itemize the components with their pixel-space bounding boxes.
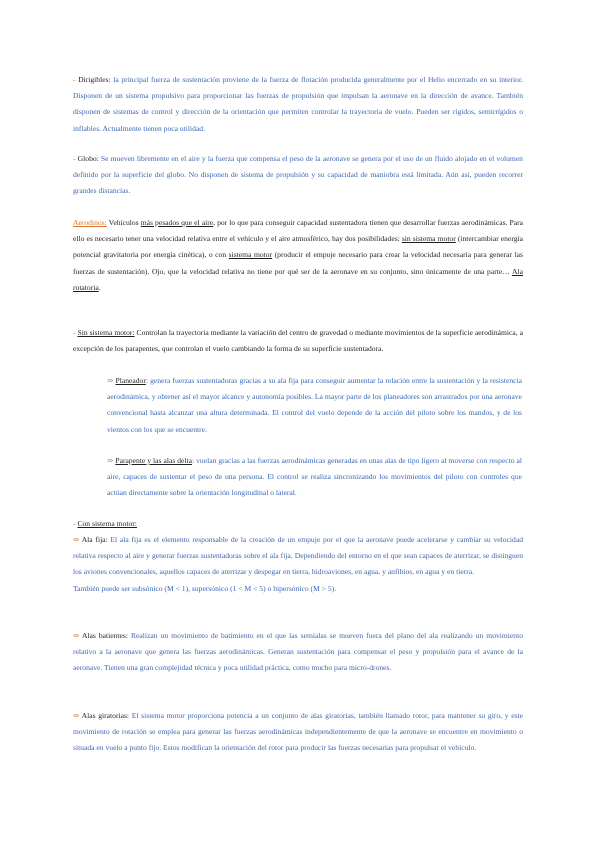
paragraph-parapente bbox=[107, 453, 522, 502]
paragraph-ala-fija bbox=[73, 532, 523, 597]
aerodinos-text-2: , por lo que para conseguir capacidad sustentadora tienen que desarrollar fuerzas aerodinámicas. Para ello es necesario tener una velocidad relativa entre el vehículo y el aire atmosférico, hay dos posibilidades: bbox=[73, 218, 523, 244]
bullet: - bbox=[73, 519, 78, 528]
paragraph-alas-batientes bbox=[73, 628, 523, 677]
planeador-label: Planeador bbox=[115, 376, 146, 385]
parapente-label: Parapente y las alas delta bbox=[115, 456, 193, 465]
arrow-icon: ⇒ bbox=[73, 711, 82, 720]
aerodinos-title: Aerodinos: bbox=[73, 218, 107, 227]
paragraph-alas-giratorias bbox=[73, 708, 523, 757]
arrow-icon: ⇒ bbox=[107, 456, 116, 465]
alas-batientes-label: Alas batientes: bbox=[81, 631, 128, 640]
arrow-icon: ⇒ bbox=[73, 535, 82, 544]
paragraph-sin-motor bbox=[73, 325, 523, 357]
aerodinos-text-4: (producir el empuje necesario para crear la velocidad necesaria para generar las fuerzas de sustentación). Ojo, que la velocidad relativa no tiene por qué ser de la aeronave en su conjunto, sino únicamente de una parte… bbox=[73, 250, 523, 276]
bullet: - bbox=[73, 75, 79, 84]
aerodinos-underline-1: más pesados que el aire bbox=[140, 218, 214, 227]
aerodinos-underline-4: Ala rotatoria bbox=[73, 266, 523, 292]
paragraph-globo bbox=[73, 151, 523, 200]
bullet: - bbox=[73, 328, 78, 337]
paragraph-aerodinos bbox=[73, 215, 523, 296]
paragraph-planeador bbox=[107, 373, 522, 438]
parapente-text: : vuelan gracias a las fuerzas aerodinámicas generadas en unas alas de tipo ligero al moverse con respecto al aire, capaces de sustentar el peso de una persona. El control se realiza sincronizando los movimientos del piloto con controles que actúan directamente sobre la orientación longitudinal o lateral. bbox=[107, 456, 523, 498]
paragraph-dirigibles bbox=[73, 72, 523, 137]
aerodinos-text-5: . bbox=[98, 282, 101, 292]
planeador-text: : genera fuerzas sustentadoras gracias a su ala fija para conseguir aumentar la relación entre la sustentación y la resistencia aerodinámica, y obtener así el mayor alcance y autonomía posibles. La mayor parte de los planeadores son arrastrados por una aeronave convencional hasta alcanzar una altura determinada. El control del vuelo depende de la acción del piloto sobre los mandos, y de los vientos con los que se encuentre. bbox=[107, 376, 523, 434]
con-motor-label: Con sistema motor: bbox=[77, 519, 137, 528]
arrow-icon: ⇒ bbox=[107, 376, 116, 385]
aerodinos-text-1: Vehículos bbox=[106, 218, 141, 227]
ala-fija-regimes: También puede ser subsónico (M < 1), supersónico (1 < M < 5) o hipersónico (M > 5). bbox=[73, 583, 337, 593]
alas-giratorias-label: Alas giratorias: bbox=[81, 711, 130, 720]
arrow-icon: ⇒ bbox=[73, 631, 82, 640]
bullet: - bbox=[73, 154, 78, 163]
globo-text: Se mueven libremente en el aire y la fuerza que compensa el peso de la aeronave se genera por el uso de un fluido alojado en el volumen definido por la superficie del globo. No disponen de sistema de propulsión y su capacidad de maniobra está limitada. Aún así, pueden recorrer grandes distancias. bbox=[73, 154, 523, 196]
aerodinos-underline-2: sin sistema motor bbox=[401, 234, 456, 244]
aerodinos-text-3: (intercambiar energía potencial gravitatoria por energía cinética), o con bbox=[73, 234, 524, 260]
sin-motor-text: Controlan la trayectoria mediante la variación del centro de gravedad o mediante movimientos de la superficie aerodinámica, a excepción de los parapentes, que controlan el vuelo cambiando la forma de su superficie sustentadora. bbox=[73, 328, 523, 354]
aerodinos-underline-3: sistema motor bbox=[228, 250, 273, 260]
sin-motor-label: Sin sistema motor: bbox=[77, 328, 135, 337]
alas-batientes-text: Realizan un movimiento de batimiento en el que las semialas se mueven fuera del plano del ala realizando un movimiento relativo a la aeronave que genera las fuerzas aerodinámicas. Generan sustentación para compensar el peso y propulsión para el avance de la aeronave. Tienen una gran complejidad técnica y poca utilidad práctica, como mucho para micro-drones. bbox=[73, 631, 523, 673]
globo-label: Globo: bbox=[77, 154, 99, 163]
alas-giratorias-text: El sistema motor proporciona potencia a un conjunto de alas giratorias, también llamado rotor, para mantener su giro, y este movimiento de rotación se emplea para generar las fuerzas aerodinámicas independientemente de que la aeronave se encuentre en movimiento o situada en vuelo a punto fijo. Estos modifican la orientación del rotor para producir las fuerzas necesarias para propulsar el vehículo. bbox=[73, 711, 524, 753]
dirigibles-label: Dirigibles: bbox=[78, 75, 111, 84]
ala-fija-label: Ala fija: bbox=[81, 535, 108, 544]
paragraph-con-motor bbox=[73, 516, 523, 532]
ala-fija-text: El ala fija es el elemento responsable de la creación de un empuje por el que la aeronave puede acelerarse y cambiar su velocidad relativa respecto al aire y generar fuerzas sustentadoras sobre el ala fija. Dependiendo del entorno en el que sean capaces de aterrizar, se distinguen los aviones convencionales, aquellos capaces de aterrizar y despegar en tierra, hidroaviones, en agua, y anfibios, en agua y en tierra. bbox=[73, 535, 523, 577]
dirigibles-text: la principal fuerza de sustentación proviene de la fuerza de flotación producida generalmente por el Helio encerrado en su interior. Disponen de un sistema propulsivo para proporcionar las fuerzas de propulsión que impulsan la aeronave en la dirección de avance. También disponen de sistemas de control y dirección de la orientación que permiten controlar la trayectoria de vuelo. Pueden ser rígidos, semirrígidos o inflables. Actualmente tienen poca utilidad. bbox=[73, 75, 523, 133]
